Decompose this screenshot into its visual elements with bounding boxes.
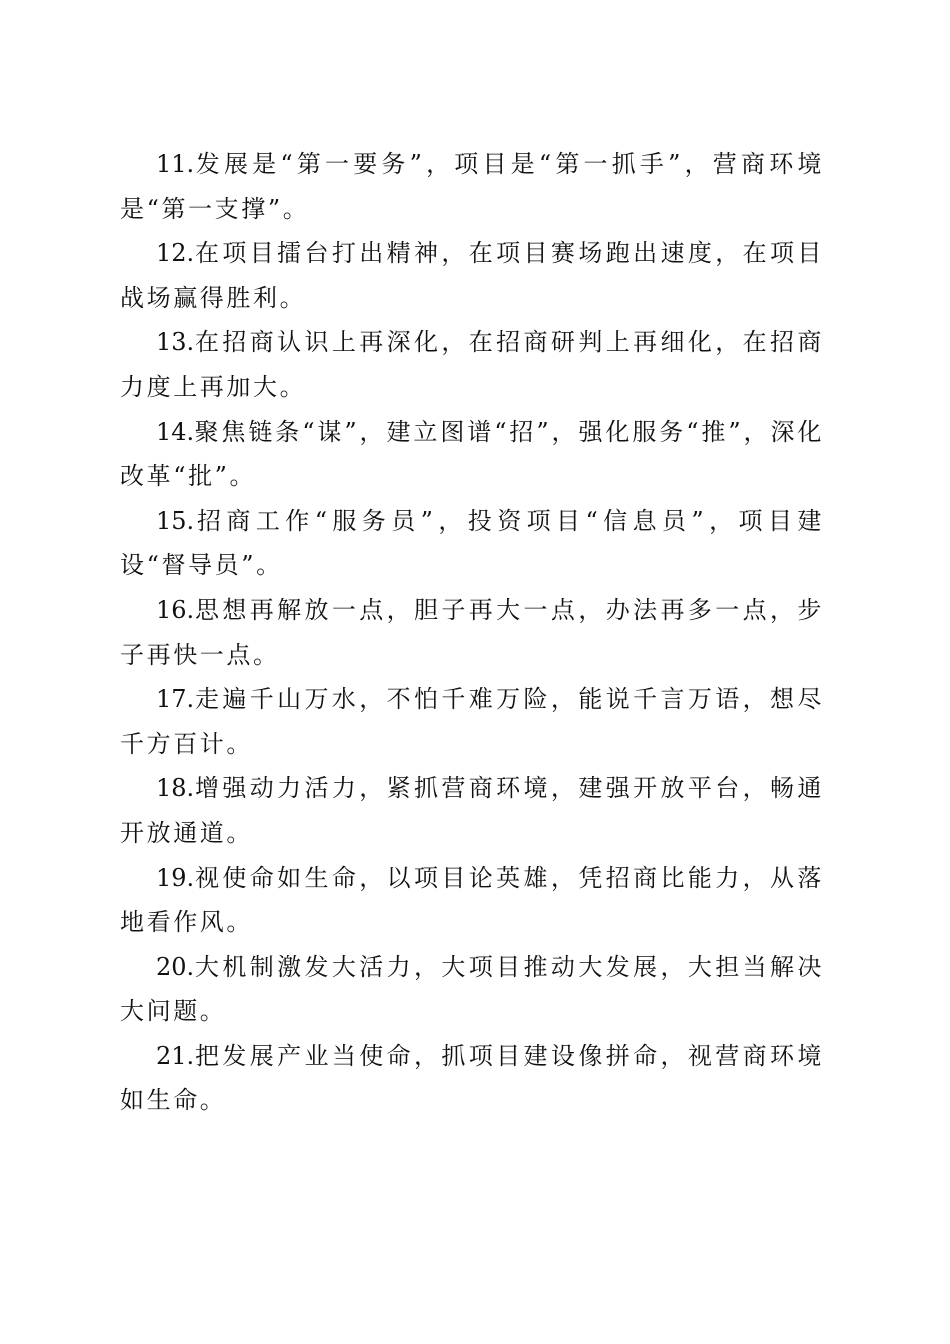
list-item (120, 231, 824, 320)
list-item (120, 320, 824, 409)
item-text: 发展是“第一要务”，项目是“第一抓手”，营商环境是“第一支撑”。 (120, 150, 824, 223)
item-text: 走遍千山万水，不怕千难万险，能说千言万语，想尽千方百计。 (120, 685, 824, 758)
list-item (120, 588, 824, 677)
list-item (120, 1034, 824, 1123)
item-number: 16. (156, 595, 195, 624)
item-number: 17. (156, 685, 195, 714)
list-item (120, 945, 824, 1034)
item-text: 招商工作“服务员”，投资项目“信息员”，项目建设“督导员”。 (120, 506, 824, 580)
item-number: 13. (156, 328, 195, 357)
list-item (120, 142, 824, 231)
list-item (120, 499, 824, 588)
item-text: 聚焦链条“谋”，建立图谱“招”，强化服务“推”，深化改革“批”。 (120, 417, 824, 491)
item-number: 12. (156, 239, 195, 268)
list-item (120, 677, 824, 766)
item-number: 18. (156, 774, 195, 803)
item-number: 11. (156, 150, 195, 178)
item-number: 14. (156, 417, 195, 446)
item-text: 在招商认识上再深化，在招商研判上再细化，在招商力度上再加大。 (120, 328, 824, 401)
item-text: 把发展产业当使命，抓项目建设像拼命，视营商环境如生命。 (120, 1041, 824, 1115)
item-text: 大机制激发大活力，大项目推动大发展，大担当解决大问题。 (120, 952, 824, 1026)
list-item (120, 766, 824, 855)
item-number: 15. (156, 506, 195, 535)
item-text: 增强动力活力，紧抓营商环境，建强开放平台，畅通开放通道。 (120, 774, 824, 847)
list-item (120, 410, 824, 499)
item-number: 21. (156, 1041, 195, 1070)
item-number: 19. (156, 863, 195, 892)
document-body (120, 142, 824, 1123)
list-item (120, 856, 824, 945)
item-text: 思想再解放一点，胆子再大一点，办法再多一点，步子再快一点。 (120, 595, 824, 669)
item-number: 20. (156, 952, 195, 981)
item-text: 视使命如生命，以项目论英雄，凭招商比能力，从落地看作风。 (120, 863, 824, 937)
item-text: 在项目擂台打出精神，在项目赛场跑出速度，在项目战场赢得胜利。 (120, 239, 824, 312)
